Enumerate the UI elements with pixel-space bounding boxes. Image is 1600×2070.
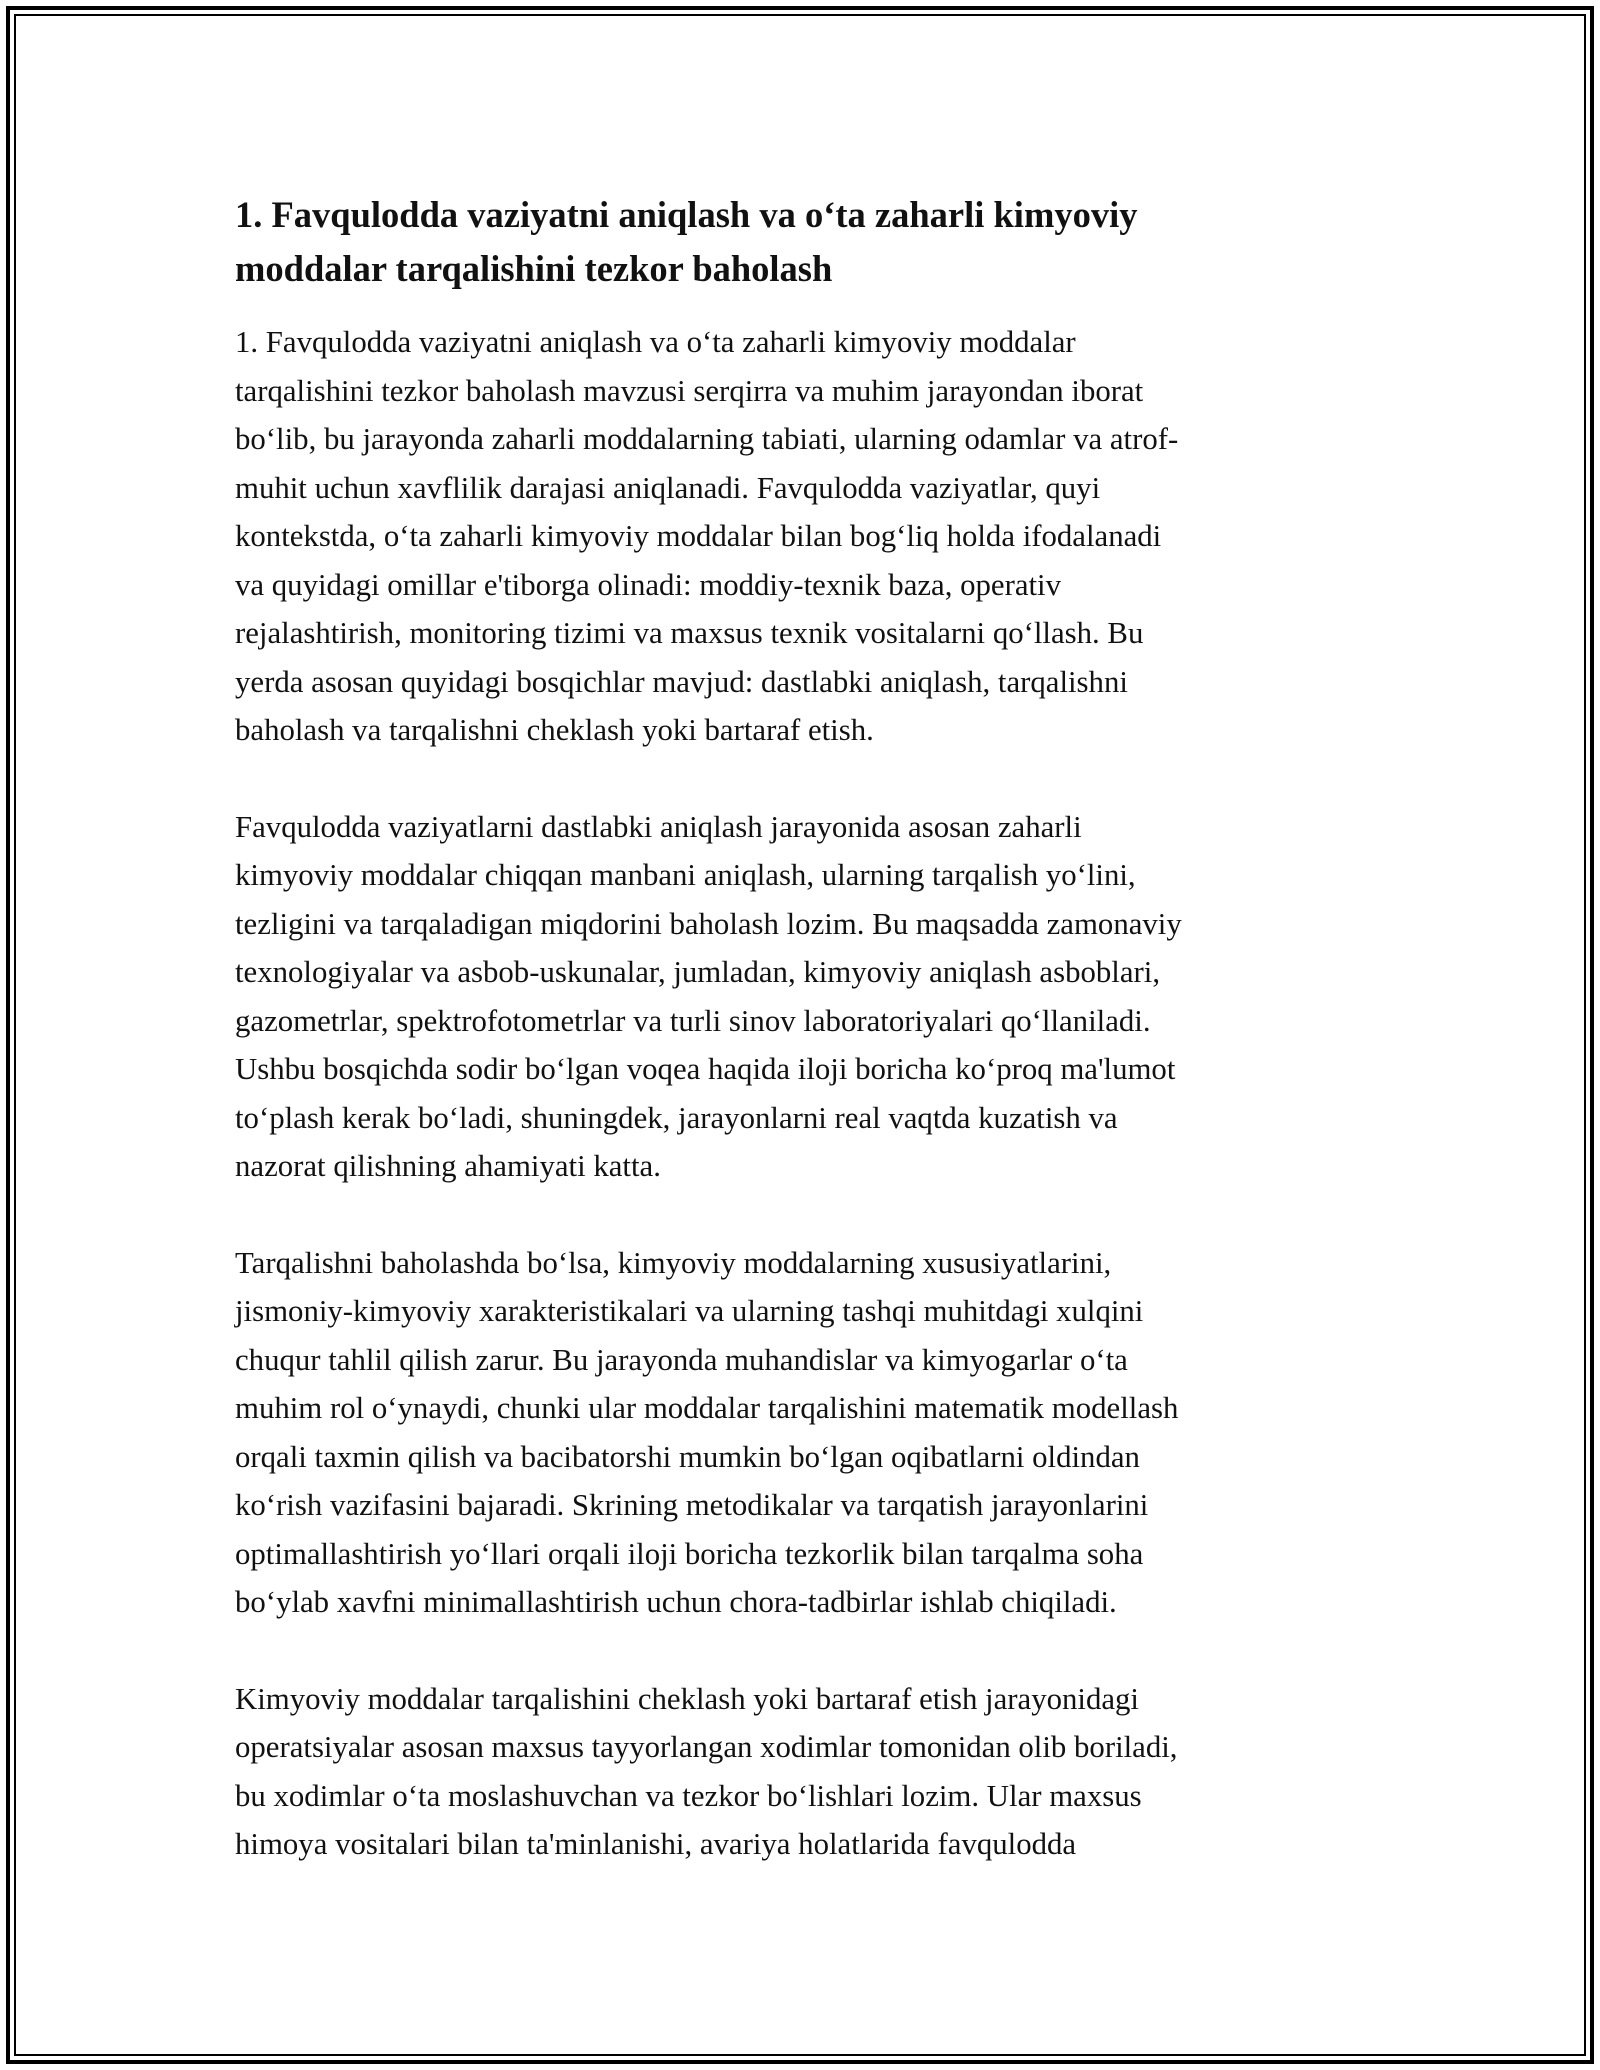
paragraph-4: Kimyoviy moddalar tarqalishini cheklash yoki bartaraf etish jarayonidagi operatsiyalar asosan maxsus tayyorlangan xodimlar tomonidan olib boriladi, bu xodimlar o‘ta moslashuvchan va tezkor bo‘lishlari lozim. Ular maxsus himoya vositalari bilan ta'minlanishi, avariya holatlarida favqulodda bbox=[235, 1681, 1178, 1861]
document-body bbox=[235, 188, 1365, 1917]
document-heading: 1. Favqulodda vaziyatni aniqlash va o‘ta zaharli kimyoviy moddalar tarqalishini tezkor baholash bbox=[235, 194, 1138, 289]
paragraph-2: Favqulodda vaziyatlarni dastlabki aniqlash jarayonida asosan zaharli kimyoviy moddalar chiqqan manbani aniqlash, ularning tarqalish yo‘lini, tezligini va tarqaladigan miqdorini baholash lozim. Bu maqsadda zamonaviy texnologiyalar va asbob-uskunalar, jumladan, kimyoviy aniqlash asboblari, gazometrlar, spektrofotometrlar va turli sinov laboratoriyalari qo‘llaniladi. Ushbu bosqichda sodir bo‘lgan voqea haqida iloji boricha ko‘proq ma'lumot to‘plash kerak bo‘ladi, shuningdek, jarayonlarni real vaqtda kuzatish va nazorat qilishning ahamiyati katta. bbox=[235, 809, 1182, 1183]
paragraph-3: Tarqalishni baholashda bo‘lsa, kimyoviy moddalarning xususiyatlarini, jismoniy-kimyoviy xarakteristikalari va ularning tashqi muhitdagi xulqini chuqur tahlil qilish zarur. Bu jarayonda muhandislar va kimyogarlar o‘ta muhim rol o‘ynaydi, chunki ular moddalar tarqalishini matematik modellash orqali taxmin qilish va bacibatorshi mumkin bo‘lgan oqibatlarni oldindan ko‘rish vazifasini bajaradi. Skrining metodikalar va tarqatish jarayonlarini optimallashtirish yo‘llari orqali iloji boricha tezkorlik bilan tarqalma soha bo‘ylab xavfni minimallashtirish uchun chora-tadbirlar ishlab chiqiladi. bbox=[235, 1245, 1179, 1619]
paragraph-1: 1. Favqulodda vaziyatni aniqlash va o‘ta zaharli kimyoviy moddalar tarqalishini tezkor baholash mavzusi serqirra va muhim jarayondan iborat bo‘lib, bu jarayonda zaharli moddalarning tabiati, ularning odamlar va atrof- muhit uchun xavflilik darajasi aniqlanadi. Favqulodda vaziyatlar, quyi kontekstda, o‘ta zaharli kimyoviy moddalar bilan bog‘liq holda ifodalanadi va quyidagi omillar e'tiborga olinadi: moddiy-texnik baza, operativ rejalashtirish, monitoring tizimi va maxsus texnik vositalarni qo‘llash. Bu yerda asosan quyidagi bosqichlar mavjud: dastlabki aniqlash, tarqalishni baholash va tarqalishni cheklash yoki bartaraf etish. bbox=[235, 325, 1179, 747]
